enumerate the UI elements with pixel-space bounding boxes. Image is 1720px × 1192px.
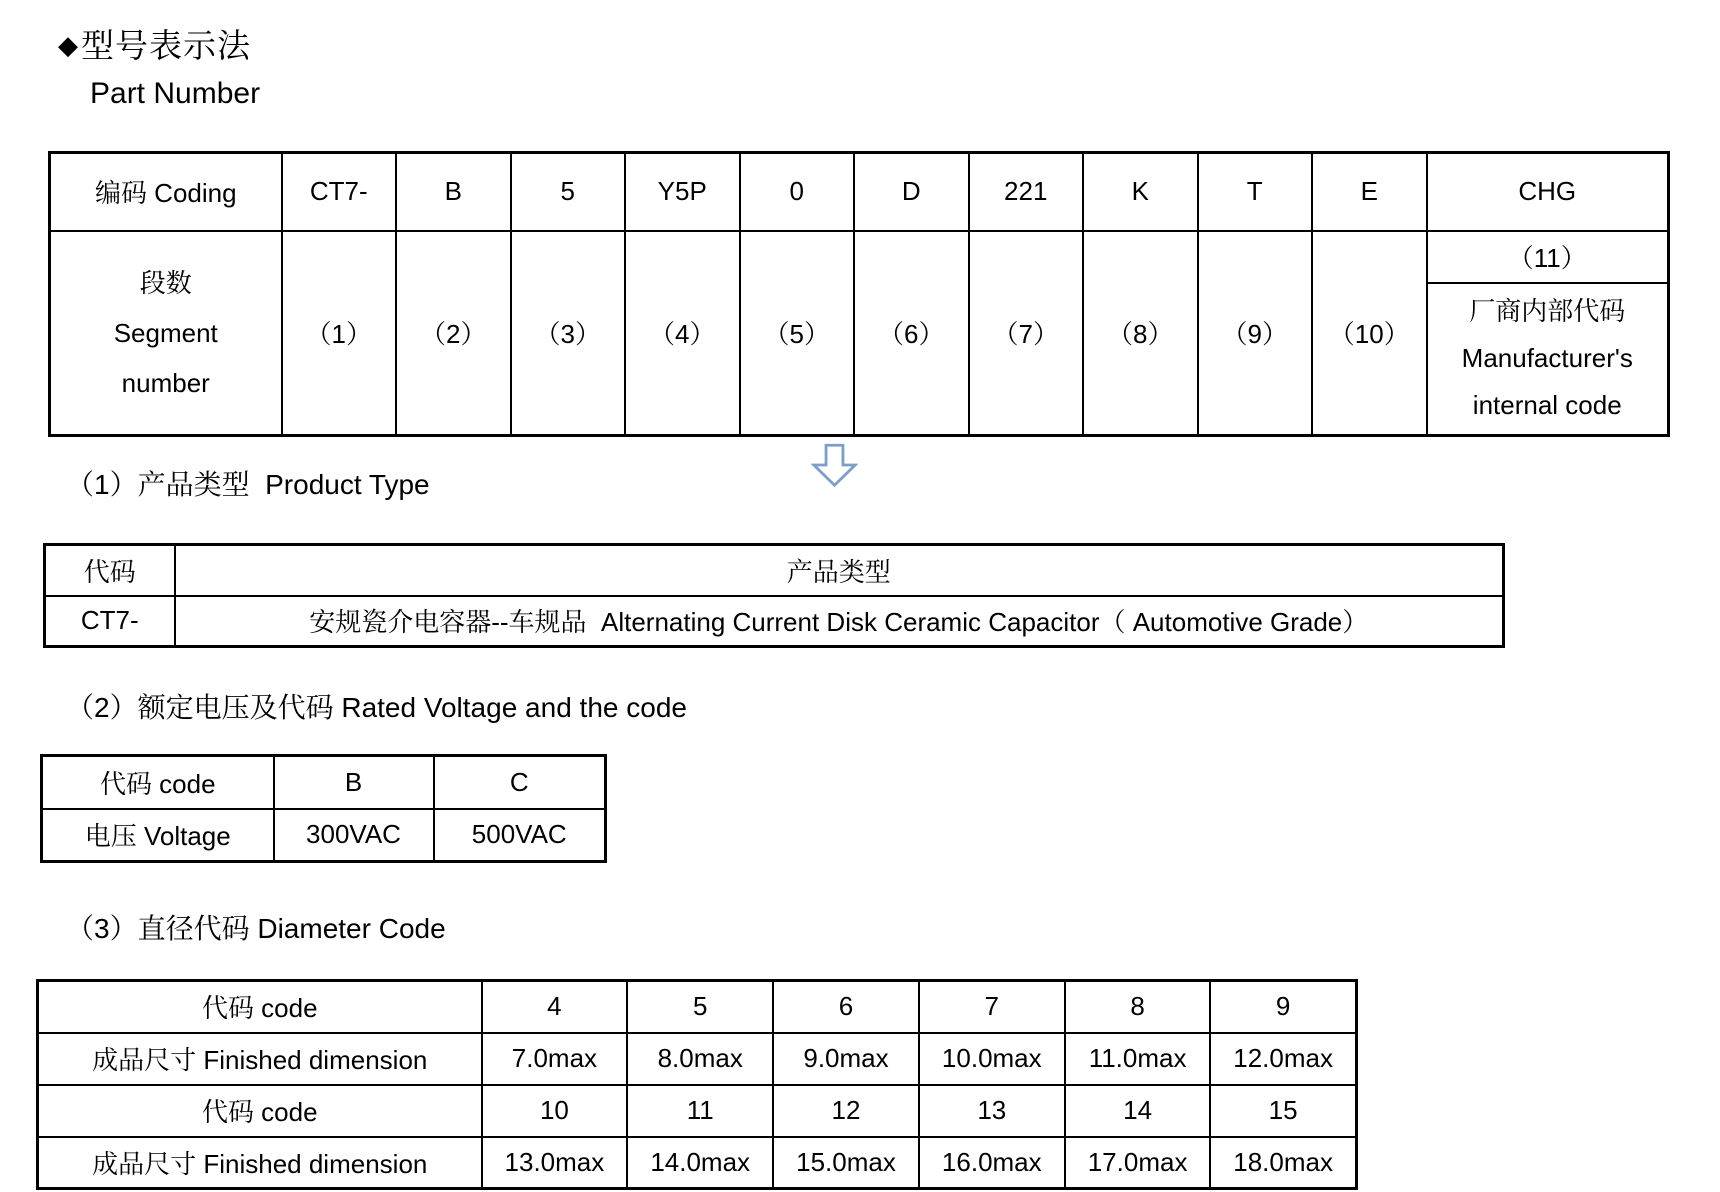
dimension-value-cell: 11.0max — [1065, 1033, 1211, 1085]
segment-number-cell: （5） — [740, 231, 855, 436]
page-title — [58, 20, 1720, 111]
code-cell: T — [1198, 153, 1313, 231]
voltage-value-row — [42, 809, 606, 862]
down-arrow-icon — [811, 443, 858, 487]
diameter-code-cell: 9 — [1210, 981, 1356, 1033]
segment-number-cell: （7） — [969, 231, 1084, 436]
segment-number-cell: （2） — [396, 231, 511, 436]
code-cell: E — [1312, 153, 1427, 231]
dimension-value-cell: 15.0max — [773, 1137, 919, 1189]
dimension-label-cell: 成品尺寸 Finished dimension — [38, 1137, 482, 1189]
code-label-cell: 代码 code — [42, 756, 274, 809]
segment-row — [50, 231, 1669, 283]
voltage-value-cell: 300VAC — [274, 809, 434, 862]
section3-heading: （3）直径代码 Diameter Code — [66, 913, 446, 944]
product-type-table — [43, 543, 1505, 648]
diameter-code-cell: 5 — [627, 981, 773, 1033]
diameter-code-cell: 14 — [1065, 1085, 1211, 1137]
product-description-cell: 安规瓷介电容器--车规品 Alternating Current Disk Ceramic Capacitor（ Automotive Grade） — [175, 596, 1504, 647]
voltage-code-cell: C — [434, 756, 606, 809]
manufacturer-internal-code-cell — [1427, 283, 1669, 436]
diameter-dimension-row-2 — [38, 1137, 1357, 1189]
code-cell: B — [396, 153, 511, 231]
section2-heading: （2）额定电压及代码 Rated Voltage and the code — [66, 692, 687, 723]
code-cell: D — [854, 153, 969, 231]
product-type-data-row — [45, 596, 1504, 647]
segment-number-11-cell: （11） — [1427, 231, 1669, 283]
segment-number-cell: （4） — [625, 231, 740, 436]
manufacturer-code-zh: 厂商内部代码 — [1469, 296, 1626, 327]
segment-number-cell: （9） — [1198, 231, 1313, 436]
rated-voltage-table — [40, 754, 607, 863]
voltage-code-row — [42, 756, 606, 809]
dimension-value-cell: 16.0max — [919, 1137, 1065, 1189]
dimension-value-cell: 17.0max — [1065, 1137, 1211, 1189]
segment-label-en1: Segment — [113, 317, 218, 348]
diameter-code-cell: 11 — [627, 1085, 773, 1137]
manufacturer-code-en1: Manufacturer's — [1461, 343, 1633, 374]
dimension-value-cell: 18.0max — [1210, 1137, 1356, 1189]
code-cell: CHG — [1427, 153, 1669, 231]
dimension-value-cell: 9.0max — [773, 1033, 919, 1085]
segment-number-cell: （1） — [282, 231, 397, 436]
diameter-dimension-row-1 — [38, 1033, 1357, 1085]
section-product-type-header — [66, 437, 1720, 523]
dimension-value-cell: 10.0max — [919, 1033, 1065, 1085]
segment-number-cell: （6） — [854, 231, 969, 436]
page-title-zh-text: 型号表示法 — [81, 27, 251, 64]
code-cell: 221 — [969, 153, 1084, 231]
voltage-code-cell: B — [274, 756, 434, 809]
segment-label-cell — [50, 231, 282, 436]
product-type-header-cell: 产品类型 — [175, 545, 1504, 596]
voltage-label-cell: 电压 Voltage — [42, 809, 274, 862]
code-cell: CT7- — [282, 153, 397, 231]
dimension-label-cell: 成品尺寸 Finished dimension — [38, 1033, 482, 1085]
diameter-code-cell: 7 — [919, 981, 1065, 1033]
segment-label-zh: 段数 — [139, 267, 192, 298]
coding-label-cell: 编码 Coding — [50, 153, 282, 231]
product-code-cell: CT7- — [45, 596, 175, 647]
dimension-value-cell: 7.0max — [482, 1033, 628, 1085]
page-title-zh — [58, 20, 1720, 67]
product-type-header-row — [45, 545, 1504, 596]
diameter-code-row-1 — [38, 981, 1357, 1033]
code-cell: K — [1083, 153, 1198, 231]
diameter-code-row-2 — [38, 1085, 1357, 1137]
coding-row — [50, 153, 1669, 231]
dimension-value-cell: 8.0max — [627, 1033, 773, 1085]
diameter-code-cell: 6 — [773, 981, 919, 1033]
voltage-value-cell: 500VAC — [434, 809, 606, 862]
diamond-bullet-icon: ◆ — [58, 30, 79, 60]
part-number-coding-table — [48, 151, 1670, 437]
code-label-cell: 代码 code — [38, 981, 482, 1033]
diameter-code-cell: 15 — [1210, 1085, 1356, 1137]
code-cell: Y5P — [625, 153, 740, 231]
diameter-code-cell: 10 — [482, 1085, 628, 1137]
code-cell: 0 — [740, 153, 855, 231]
manufacturer-code-en2: internal code — [1472, 390, 1622, 421]
segment-number-cell: （3） — [511, 231, 626, 436]
segment-label-en2: number — [121, 367, 210, 398]
dimension-value-cell: 12.0max — [1210, 1033, 1356, 1085]
diameter-code-table — [36, 979, 1358, 1190]
segment-number-cell: （8） — [1083, 231, 1198, 436]
code-label-cell: 代码 code — [38, 1085, 482, 1137]
segment-number-cell: （10） — [1312, 231, 1427, 436]
diameter-code-cell: 8 — [1065, 981, 1211, 1033]
page-title-en: Part Number — [90, 77, 261, 110]
dimension-value-cell: 14.0max — [627, 1137, 773, 1189]
dimension-value-cell: 13.0max — [482, 1137, 628, 1189]
diameter-code-cell: 4 — [482, 981, 628, 1033]
diameter-code-cell: 12 — [773, 1085, 919, 1137]
code-header-cell: 代码 — [45, 545, 175, 596]
diameter-code-cell: 13 — [919, 1085, 1065, 1137]
section1-heading: （1）产品类型 Product Type — [66, 469, 430, 500]
code-cell: 5 — [511, 153, 626, 231]
